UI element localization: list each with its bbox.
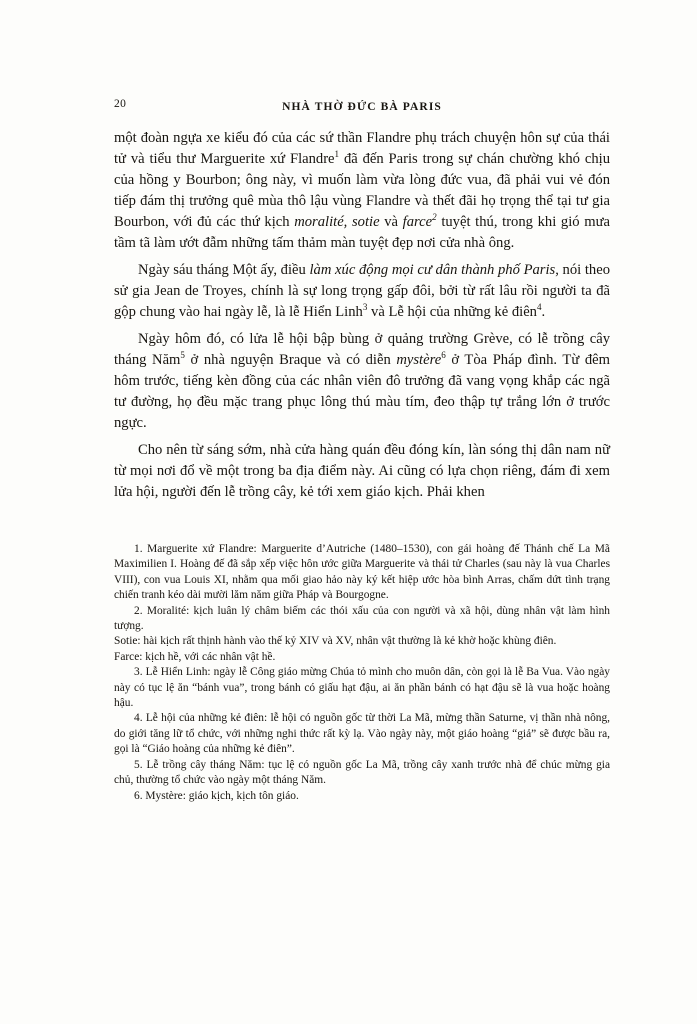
text-run: , nói theo sử gia Jean de Troyes, chính là sự long trọng gấp đôi, bởi từ rất lâu rồi người ta đã gộp chung vào hai ngày lễ, là lễ Hiển Linh — [114, 262, 610, 320]
text-run: tuyệt thú, trong khi gió mưa tầm tã làm ướt đẫm những tấm thảm màn tuyệt đẹp nơi cửa nhà ông. — [114, 214, 610, 251]
footnote-ref-number: 1 — [334, 149, 340, 160]
text-run: moralité, sotie — [294, 214, 380, 230]
text-run: Farce: kịch hề, với các nhân vật hề. — [114, 650, 276, 663]
paragraph — [114, 260, 610, 323]
footnote — [114, 604, 610, 635]
text-run: và — [379, 214, 403, 230]
footnote — [114, 758, 610, 789]
text-run: 1. Marguerite xứ Flandre: Marguerite d’Autriche (1480–1530), con gái hoàng đế Thánh chế La Mã Maximilien I. Hoàng đế đã sắp xếp việc hôn ước giữa Marguerite và thái tử Charles (sau này là vua Charles VIII), con vua Louis XI, nhằm qua mối giao hảo này ký kết hiệp ước hòa bình Arras, chấm dứt tình trạng chiến tranh kéo dài mười lăm năm giữa Pháp và Bourgogne. — [114, 543, 610, 602]
paragraph — [114, 440, 610, 503]
text-run: . — [541, 304, 546, 320]
footnote — [114, 711, 610, 757]
text-run: một đoàn ngựa xe kiểu đó của các sứ thần Flandre phụ trách chuyện hôn sự của thái tử và tiểu thư Marguerite xứ Flandre — [114, 130, 610, 167]
footnote-ref-number: 5 — [180, 350, 185, 361]
text-run: 3. Lễ Hiển Linh: ngày lễ Công giáo mừng Chúa tỏ mình cho muôn dân, còn gọi là lễ Ba Vua. Vào ngày này có tục lệ ăn “bánh vua”, trong bánh có giấu hạt đậu, ai ăn phần bánh có hạt đậu sẽ là vua hoặc hoàng hậu. — [114, 666, 610, 710]
text-run: Cho nên từ sáng sớm, nhà cửa hàng quán đều đóng kín, làn sóng thị dân nam nữ từ mọi nơi đổ về một trong ba địa điểm này. Ai cũng có lựa chọn riêng, đám đi xem lửa hội, người đến lễ trồng cây, kẻ tới xem giáo kịch. Phải khen — [114, 442, 610, 500]
text-run: đã đến Paris trong sự chán chường khó chịu của hồng y Bourbon; ông này, vì muốn làm vừa lòng đức vua, đã phải vui vẻ đón tiếp đám thị trưởng quê mùa thô lậu vùng Flandre và thết đãi họ trọng thể tại tư gia Bourbon, với đủ các thứ kịch — [114, 151, 610, 230]
text-run: 4. Lễ hội của những kẻ điên: lễ hội có nguồn gốc từ thời La Mã, mừng thần Saturne, vị thần nhà nông, do giới tăng lữ tổ chức, với những nghi thức rất kỳ lạ. Vào ngày này, một giáo hoàng “giả” sẽ được bầu ra, gọi là “Giáo hoàng của những kẻ điên”. — [114, 712, 610, 756]
footnote-ref-number: 6 — [441, 350, 446, 361]
text-run: làm xúc động mọi cư dân thành phố Paris — [309, 262, 556, 278]
text-run: Ngày sáu tháng Một ấy, điều — [138, 262, 310, 278]
text-run: Sotie: hài kịch rất thịnh hành vào thế kỷ XIV và XV, nhân vật thường là kẻ khờ hoặc khùng điên. — [114, 635, 557, 648]
text-run: mystère — [396, 352, 442, 368]
page-content — [114, 97, 610, 804]
footnote — [114, 665, 610, 711]
text-run: 6. Mystère: giáo kịch, kịch tôn giáo. — [134, 789, 299, 802]
paragraph — [114, 329, 610, 434]
footnote-ref-number: 4 — [536, 302, 542, 313]
text-run: Ngày hôm đó, có lửa lễ hội bập bùng ở quảng trường Grève, có lễ trồng cây tháng Năm — [114, 331, 610, 368]
text-run: 2. Moralité: kịch luân lý châm biếm các thói xấu của con người và xã hội, dùng nhân vật làm hình tượng. — [114, 604, 610, 633]
footnote — [114, 789, 610, 804]
footnote — [114, 650, 610, 665]
text-run: 5. Lễ trồng cây tháng Năm: tục lệ có nguồn gốc La Mã, trồng cây xanh trước nhà để chúc mừng gia chủ, thường tổ chức vào ngày một tháng Năm. — [114, 758, 610, 787]
page-header — [114, 97, 610, 113]
page-number: 20 — [114, 98, 127, 110]
paragraph — [114, 128, 610, 254]
text-run: ở nhà nguyện Braque và có diễn — [184, 352, 397, 368]
footnote-ref-number: 2 — [432, 212, 437, 223]
footnotes — [114, 542, 610, 804]
running-title: NHÀ THỜ ĐỨC BÀ PARIS — [282, 101, 442, 113]
footnote — [114, 542, 610, 604]
text-run: và Lễ hội của những kẻ điên — [367, 304, 537, 320]
footnote — [114, 634, 610, 649]
text-run: farce — [402, 214, 433, 230]
text-run: ở Tòa Pháp đình. Từ đêm hôm trước, tiếng kèn đồng của các nhân viên đô trưởng đã vang vọng khắp các ngã tư đường, họ đều mặc trang phục lông thú màu tím, đeo thập tự trắng lớn ở trước ngực. — [114, 352, 610, 431]
footnote-ref-number: 3 — [362, 302, 368, 313]
body-text — [114, 128, 610, 503]
